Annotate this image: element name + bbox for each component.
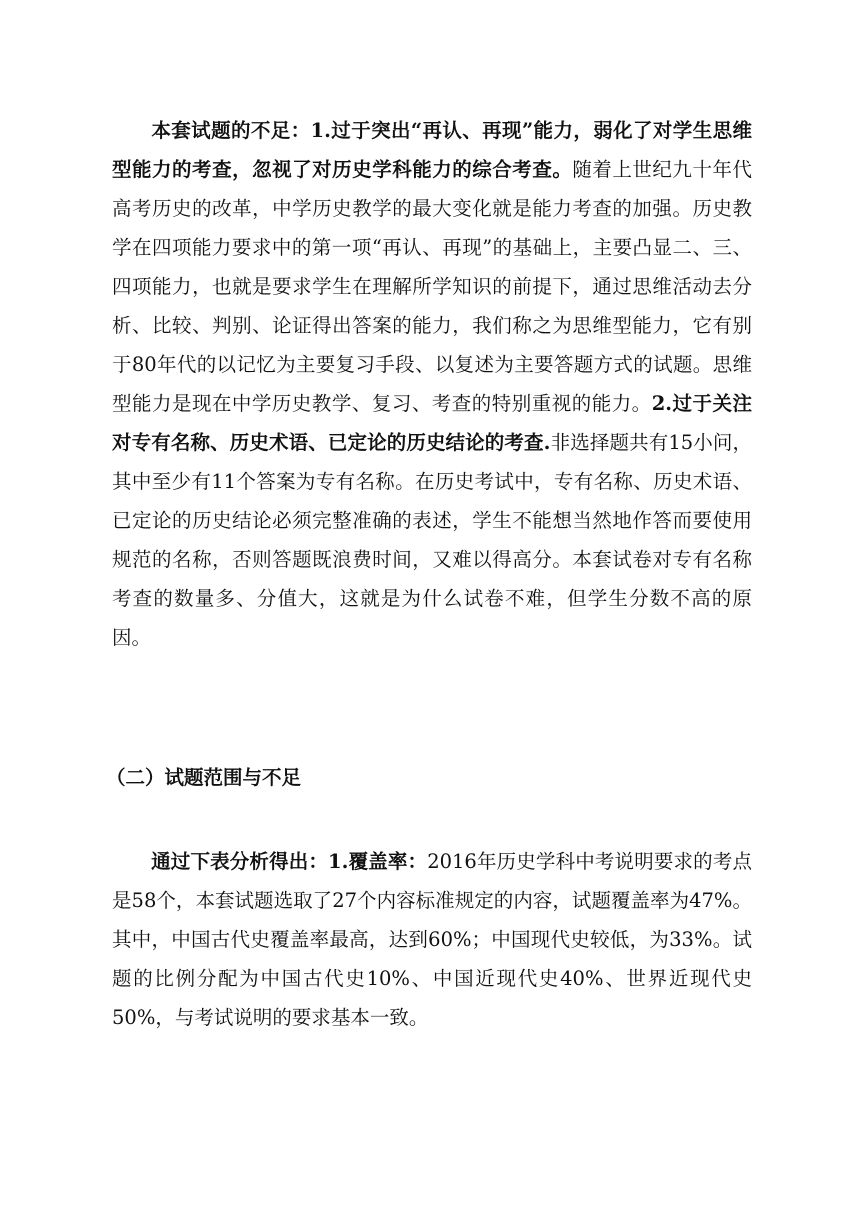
paragraph-shortcomings [112,111,752,657]
section-heading: （二）试题范围与不足 [106,766,302,789]
point2-body: 非选择题共有15小问，其中至少有11个答案为专有名称。在历史考试中，专有名称、历史术语、已定论的历史结论必须完整准确的表述，学生不能想当然地作答而要使用规范的名称，否则答题既浪费时间，又难以得高分。本套试卷对专有名称考查的数量多、分值大，这就是为什么试卷不难，但学生分数不高的原因。 [112,431,752,649]
coverage-lead: 通过下表分析得出：1.覆盖率： [151,850,428,873]
coverage-body: 2016年历史学科中考说明要求的考点是58个，本套试题选取了27个内容标准规定的内容，试题覆盖率为47%。其中，中国古代史覆盖率最高，达到60%；中国现代史较低，为33%。试题的比例分配为中国古代史10%、中国近现代史40%、世界近现代史50%，与考试说明的要求基本一致。 [112,850,752,1029]
shortcomings-lead: 本套试题的不足： [151,119,311,142]
paragraph-coverage [112,842,752,1037]
point2-heading: 2.过于关注对专有名称、历史术语、已定论的历史结论的考查. [112,392,752,454]
point1-heading: 1.过于突出“再认、再现”能力，弱化了对学生思维型能力的考查，忽视了对历史学科能力的综合考查。 [112,119,752,181]
point1-body: 随着上世纪九十年代高考历史的改革，中学历史教学的最大变化就是能力考查的加强。历史教学在四项能力要求中的第一项“再认、再现”的基础上，主要凸显二、三、四项能力，也就是要求学生在理解所学知识的前提下，通过思维活动去分析、比较、判别、论证得出答案的能力，我们称之为思维型能力，它有别于80年代的以记忆为主要复习手段、以复述为主要答题方式的试题。思维型能力是现在中学历史教学、复习、考查的特别重视的能力。 [112,158,752,415]
